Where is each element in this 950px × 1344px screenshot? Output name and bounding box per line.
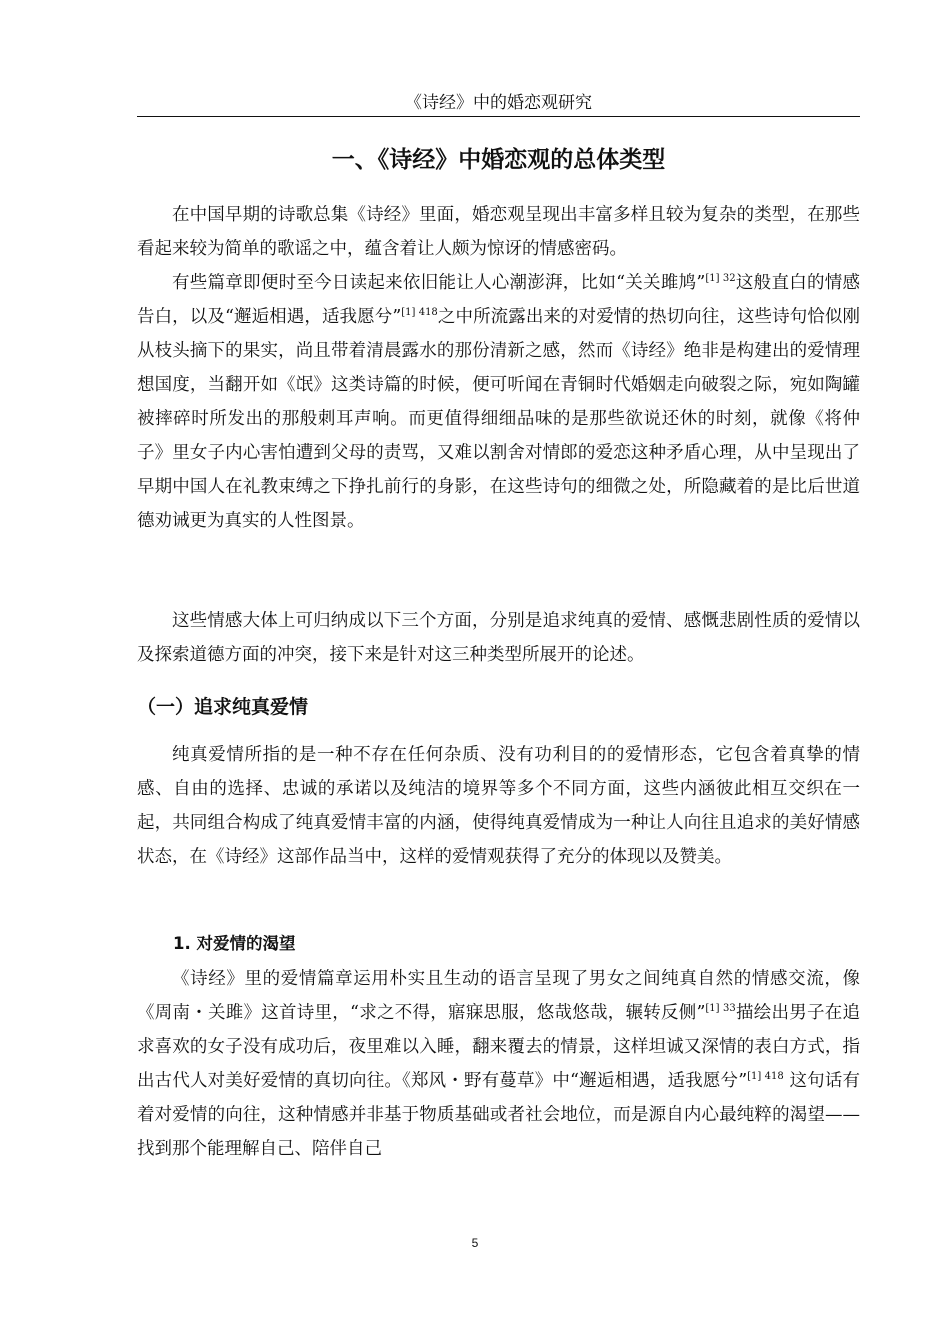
running-header: 《诗经》中的婚恋观研究 [405, 93, 592, 113]
paragraph-intro: 在中国早期的诗歌总集《诗经》里面，婚恋观呈现出丰富多样且较为复杂的类型，在那些看起来较为简单的歌谣之中，蕴含着让人颇为惊讶的情感密码。 [137, 205, 860, 259]
paragraph-examples [137, 266, 860, 538]
page-number: 5 [471, 1236, 479, 1250]
chapter-title: 一、《诗经》中婚恋观的总体类型 [331, 147, 666, 173]
paragraph-definition: 纯真爱情所指的是一种不存在任何杂质、没有功利目的的爱情形态，它包含着真挚的情感、自由的选择、忠诚的承诺以及纯洁的境界等多个不同方面，这些内涵彼此相互交织在一起，共同组合构成了纯真爱情丰富的内涵，使得纯真爱情成为一种让人向往且追求的美好情感状态，在《诗经》这部作品当中，这样的爱情观获得了充分的体现以及赞美。 [137, 745, 860, 867]
paragraph-longing [137, 962, 860, 1166]
paragraph-text: 之中所流露出来的对爱情的热切向往，这些诗句恰似刚从枝头摘下的果实，尚且带着清晨露水的那份清新之感，然而《诗经》绝非是构建出的爱情理想国度，当翻开如《氓》这类诗篇的时候，便可听闻在青铜时代婚姻走向破裂之际，宛如陶罐被摔碎时所发出的那般刺耳声响。而更值得细细品味的是那些欲说还休的时刻，就像《将仲子》里女子内心害怕遭到父母的责骂，又难以割舍对情郎的爱恋这种矛盾心理，从中呈现出了早期中国人在礼教束缚之下挣扎前行的身影，在这些诗句的细微之处，所隐藏着的是比后世道德劝诫更为真实的人性图景。 [137, 307, 860, 531]
subsection-title: 1. 对爱情的渴望 [173, 934, 296, 953]
paragraph-text: 《诗经》里的爱情篇章运用朴实且生动的语言呈现了男女之间纯真自然的情感交流，像《周南・关雎》这首诗里，“求之不得，寤寐思服，悠哉悠哉，辗转反侧” [137, 969, 860, 1023]
paragraph-text: 这句话有着对爱情的向往，这种情感并非基于物质基础或者社会地位，而是源自内心最纯粹的渴望——找到那个能理解自己、陪伴自己 [137, 1071, 861, 1159]
citation-superscript: [1] 32 [705, 273, 736, 284]
paragraph-text: 这般直白的情感告白，以及“邂逅相遇，适我愿兮” [137, 273, 861, 327]
section-title: （一）追求纯真爱情 [137, 696, 309, 718]
citation-superscript: [1] 33 [705, 1003, 736, 1014]
paragraph-text: 有些篇章即便时至今日读起来依旧能让人心潮澎湃，比如“关关雎鸠” [172, 273, 706, 293]
paragraph-text: 描绘出男子在追求喜欢的女子没有成功后，夜里难以入睡，翻来覆去的情景，这样坦诚又深情的表白方式，指出古代人对美好爱情的真切向往。《郑风・野有蔓草》中“邂逅相遇，适我愿兮” [137, 1003, 860, 1091]
citation-superscript: [1] 418 [747, 1071, 784, 1082]
header-rule [137, 116, 860, 117]
paragraph-summary: 这些情感大体上可归纳成以下三个方面，分别是追求纯真的爱情、感慨悲剧性质的爱情以及探索道德方面的冲突，接下来是针对这三种类型所展开的论述。 [137, 611, 860, 665]
citation-superscript: [1] 418 [401, 307, 438, 318]
